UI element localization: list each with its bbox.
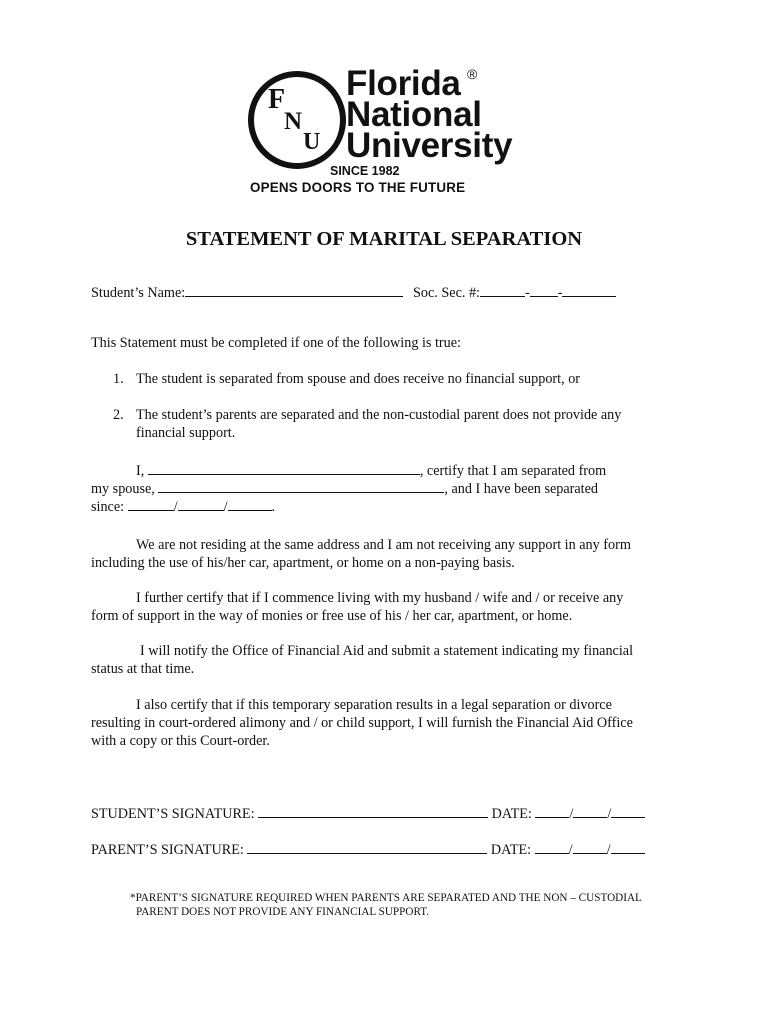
ssn-field-2[interactable] (530, 282, 558, 297)
date-slash: / (568, 842, 573, 858)
paragraph-3-line: status at that time. (91, 661, 195, 677)
student-date-month-field[interactable] (535, 803, 569, 818)
footnote-line: *PARENT’S SIGNATURE REQUIRED WHEN PARENTS ARE SEPARATED AND THE NON – CUSTODIAL (130, 892, 642, 904)
date-slash: / (606, 842, 611, 858)
student-date-day-field[interactable] (573, 803, 607, 818)
date-slash: / (569, 806, 574, 822)
spouse-label: my spouse, (91, 481, 155, 497)
document-title: STATEMENT OF MARITAL SEPARATION (185, 228, 583, 250)
parent-date-year-field[interactable] (611, 839, 645, 854)
certify-line-1 (136, 460, 606, 480)
since-year-field[interactable] (228, 496, 272, 511)
certify-text: , certify that I am separated from (419, 463, 607, 479)
student-signature-label: STUDENT’S SIGNATURE: (91, 806, 255, 822)
spouse-name-field[interactable] (158, 478, 444, 493)
paragraph-1-line: including the use of his/her car, apartment, or home on a non-paying basis. (91, 555, 515, 571)
logo-word-florida: Florida (346, 64, 461, 103)
logo-since: SINCE 1982 (330, 164, 400, 178)
student-signature-row (91, 803, 645, 823)
since-month-field[interactable] (128, 496, 174, 511)
period: . (271, 499, 276, 515)
student-date-year-field[interactable] (611, 803, 645, 818)
since-day-field[interactable] (178, 496, 224, 511)
paragraph-4-line: I also certify that if this temporary separation results in a legal separation or divorce (136, 697, 612, 713)
logo-word-national: National (346, 95, 482, 134)
condition-number: 2. (113, 407, 124, 423)
condition-text: financial support. (136, 425, 236, 441)
ssn-field-1[interactable] (480, 282, 525, 297)
parent-signature-field[interactable] (247, 839, 487, 854)
separated-text: , and I have been separated (444, 481, 599, 497)
ssn-label: Soc. Sec. #: (413, 285, 480, 301)
certify-line-2 (91, 478, 598, 498)
date-label: DATE: (491, 806, 532, 822)
since-label: since: (91, 499, 125, 515)
date-slash: / (607, 806, 612, 822)
ssn-row (413, 282, 616, 302)
parent-date-day-field[interactable] (573, 839, 607, 854)
paragraph-2-line: form of support in the way of monies or free use of his / her car, apartment, or home. (91, 608, 573, 624)
paragraph-4-line: resulting in court-ordered alimony and / or child support, I will furnish the Financial Aid Office (91, 715, 633, 731)
logo-tagline: OPENS DOORS TO THE FUTURE (250, 180, 466, 195)
certify-i-label: I, (136, 463, 145, 479)
registered-mark: ® (467, 66, 478, 82)
date-slash: / (173, 499, 178, 515)
seal-letter-f: F (268, 84, 285, 115)
date-label: DATE: (490, 842, 532, 858)
student-signature-field[interactable] (258, 803, 488, 818)
paragraph-3-line: I will notify the Office of Financial Aid and submit a statement indicating my financial (140, 643, 634, 659)
parent-date-month-field[interactable] (535, 839, 569, 854)
date-slash: / (223, 499, 228, 515)
parent-signature-row (91, 839, 645, 859)
seal-letter-n: N (284, 108, 302, 135)
condition-number: 1. (113, 371, 124, 387)
intro-text: This Statement must be completed if one of the following is true: (91, 335, 461, 351)
certify-line-3 (91, 496, 275, 516)
paragraph-1-line: We are not residing at the same address and I am not receiving any support in any form (136, 537, 631, 553)
ssn-separator: - (525, 285, 530, 301)
condition-text: The student’s parents are separated and the non-custodial parent does not provide any (136, 407, 622, 423)
logo-word-university: University (346, 126, 513, 165)
paragraph-2-line: I further certify that if I commence living with my husband / wife and / or receive any (136, 590, 624, 606)
seal-letter-u: U (303, 129, 321, 155)
certifier-name-field[interactable] (148, 460, 420, 475)
ssn-field-3[interactable] (562, 282, 616, 297)
paragraph-4-line: with a copy or this Court-order. (91, 733, 270, 749)
condition-text: The student is separated from spouse and does receive no financial support, or (136, 371, 581, 387)
student-name-row (91, 282, 403, 302)
student-name-label: Student’s Name: (91, 285, 186, 301)
parent-signature-label: PARENT’S SIGNATURE: (91, 842, 244, 858)
ssn-separator: - (557, 285, 563, 301)
student-name-field[interactable] (185, 282, 403, 297)
footnote-line: PARENT DOES NOT PROVIDE ANY FINANCIAL SUPPORT. (136, 906, 430, 918)
university-logo (246, 66, 526, 198)
